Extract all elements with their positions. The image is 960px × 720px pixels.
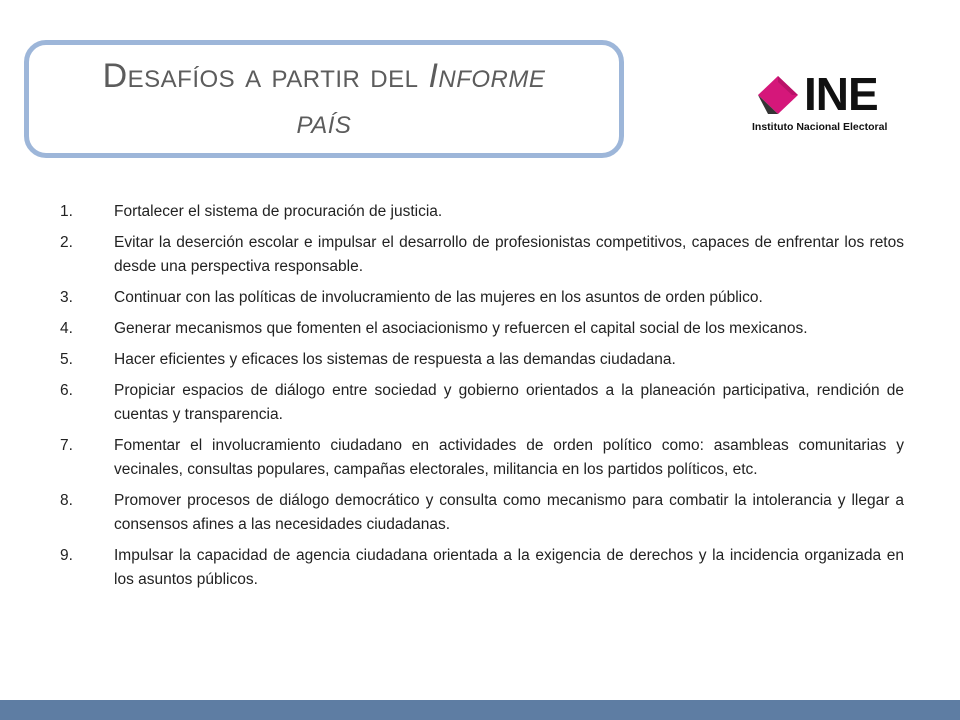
- list-item-text: Evitar la deserción escolar e impulsar el desarrollo de profesionistas competitivos, capaces de enfrentar los retos desde una perspectiva responsable.: [114, 234, 904, 275]
- ine-wordmark: INE: [804, 68, 878, 120]
- title-box: [24, 40, 624, 158]
- list-item-text: Promover procesos de diálogo democrático y consulta como mecanismo para combatir la intolerancia y llegar a consensos afines a las necesidades ciudadanas.: [114, 492, 904, 533]
- list-item: [60, 379, 904, 427]
- list-item: [60, 348, 904, 372]
- ine-diamond-icon: [752, 74, 804, 116]
- slide-title-part-2: Informe: [428, 57, 546, 95]
- list-item-number: 4.: [60, 320, 73, 337]
- list-item-text: Fomentar el involucramiento ciudadano en actividades de orden político como: asambleas comunitarias y vecinales, consultas populares, campañas electorales, militancia en los partidos políticos, etc.: [114, 437, 904, 478]
- list-item-number: 1.: [60, 203, 73, 220]
- list-item-number: 9.: [60, 547, 73, 564]
- list-item: [60, 317, 904, 341]
- footer-bar: [0, 700, 960, 720]
- list-item: [60, 200, 904, 224]
- list-item-text: Continuar con las políticas de involucramiento de las mujeres en los asuntos de orden público.: [114, 289, 763, 306]
- list-item-text: Generar mecanismos que fomenten el asociacionismo y refuercen el capital social de los mexicanos.: [114, 320, 808, 337]
- list-item-text: Impulsar la capacidad de agencia ciudadana orientada a la exigencia de derechos y la incidencia organizada en los asuntos públicos.: [114, 547, 904, 588]
- list-item: [60, 489, 904, 537]
- list-item: [60, 286, 904, 310]
- list-item-number: 5.: [60, 351, 73, 368]
- list-item-number: 8.: [60, 492, 73, 509]
- list-item-number: 6.: [60, 382, 73, 399]
- list-item-text: Hacer eficientes y eficaces los sistemas de respuesta a las demandas ciudadana.: [114, 351, 676, 368]
- list-item-number: 7.: [60, 437, 73, 454]
- slide-title-line-1: [103, 53, 546, 99]
- list-item: [60, 231, 904, 279]
- ine-logo: [752, 68, 912, 134]
- slide-title-part-1: Desafíos a partir del: [102, 57, 419, 95]
- list-item: [60, 544, 904, 592]
- challenges-list: [60, 200, 904, 599]
- list-item-text: Propiciar espacios de diálogo entre sociedad y gobierno orientados a la planeación participativa, rendición de cuentas y transparencia.: [114, 382, 904, 423]
- list-item-number: 2.: [60, 234, 73, 251]
- slide-title-line-2: país: [296, 103, 352, 141]
- ine-subtitle: Instituto Nacional Electoral: [752, 121, 888, 133]
- list-item: [60, 434, 904, 482]
- list-item-number: 3.: [60, 289, 73, 306]
- list-item-text: Fortalecer el sistema de procuración de justicia.: [114, 203, 443, 220]
